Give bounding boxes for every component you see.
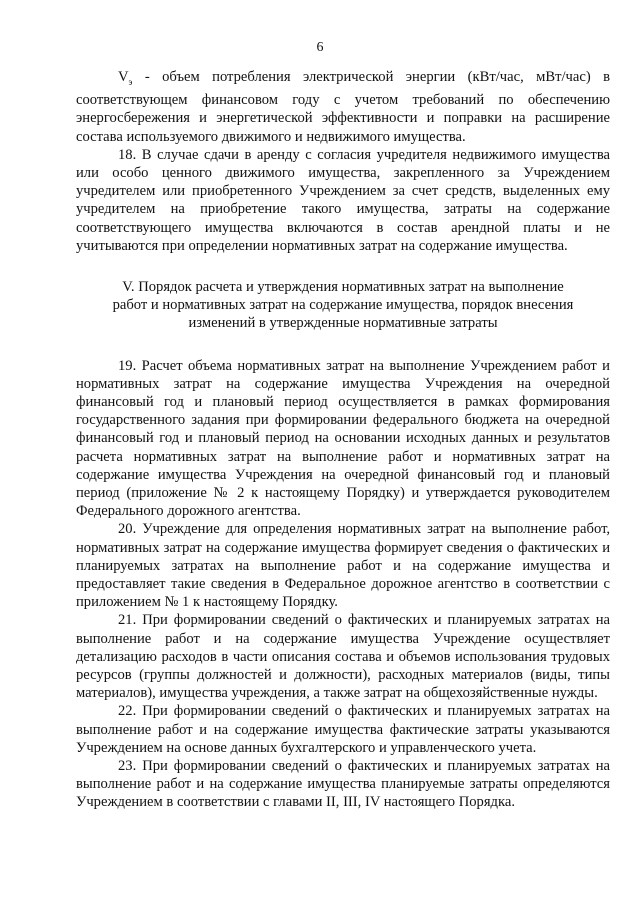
paragraph-20: 20. Учреждение для определения нормативных затрат на выполнение работ, нормативных затрат на содержание имущества формирует сведения о фактических и планируемых затратах на выполнение работ и на содержание имущества и предоставляет такие сведения в Федеральное дорожное агентство в соответствии с приложением № 1 к настоящему Порядку. (76, 521, 610, 611)
v-symbol (118, 69, 132, 85)
v-definition-text: - объем потребления электрической энергии (кВт/час, мВт/час) в соответствующем финансовом году с учетом требований по обеспечению энергосбережения и энергетической эффективности и поправки на расширение состава используемого движимого и недвижимого имущества. (76, 69, 610, 145)
document-body (76, 68, 610, 812)
page-number: 6 (316, 40, 324, 55)
v-subscript: э (128, 76, 133, 87)
paragraph-23: 23. При формировании сведений о фактических и планируемых затратах на выполнение работ и на содержание имущества планируемые затраты определяются Учреждением в соответствии с главами II, III, IV настоящего Порядка. (76, 758, 610, 811)
paragraph-22: 22. При формировании сведений о фактических и планируемых затратах на выполнение работ и на содержание имущества фактические затраты указываются Учреждением на основе данных бухгалтерского и управленческого учета. (76, 703, 610, 756)
paragraph-21: 21. При формировании сведений о фактических и планируемых затратах на выполнение работ и на содержание имущества Учреждение осуществляет детализацию расходов в части описания состава и объемов использования трудовых ресурсов (группы должностей и должности), расходных материалов (виды, типы материалов), имущества учреждения, а также затрат на общехозяйственные нужды. (76, 612, 610, 702)
v-letter: V (118, 69, 129, 85)
paragraph-18: 18. В случае сдачи в аренду с согласия учредителя недвижимого имущества или особо ценного движимого имущества, закрепленного за Учреждением учредителем или приобретенного Учреждением за счет средств, выделенных ему учредителем на приобретение такого имущества, затраты на содержание соответствующего имущества включаются в состав арендной платы и не учитываются при определении нормативных затрат на содержание имущества. (76, 146, 610, 254)
section-heading: V. Порядок расчета и утверждения нормативных затрат на выполнение работ и нормативных затрат на содержание имущества, порядок внесения изменений в утвержденные нормативные затраты (112, 278, 574, 332)
paragraph-v-definition (76, 68, 610, 146)
paragraph-19: 19. Расчет объема нормативных затрат на выполнение Учреждением работ и нормативных затрат на содержание имущества Учреждения на очередной финансовый год и плановый период осуществляется в рамках формирования государственного задания при формировании федерального бюджета на очередной финансовый год и плановый период на основании исходных данных и результатов расчета нормативных затрат на выполнение работ и нормативных затрат на содержание имущества Учреждения на очередной финансовый год и плановый период (приложение № 2 к настоящему Порядку) и утверждается руководителем Федерального дорожного агентства. (76, 357, 610, 520)
